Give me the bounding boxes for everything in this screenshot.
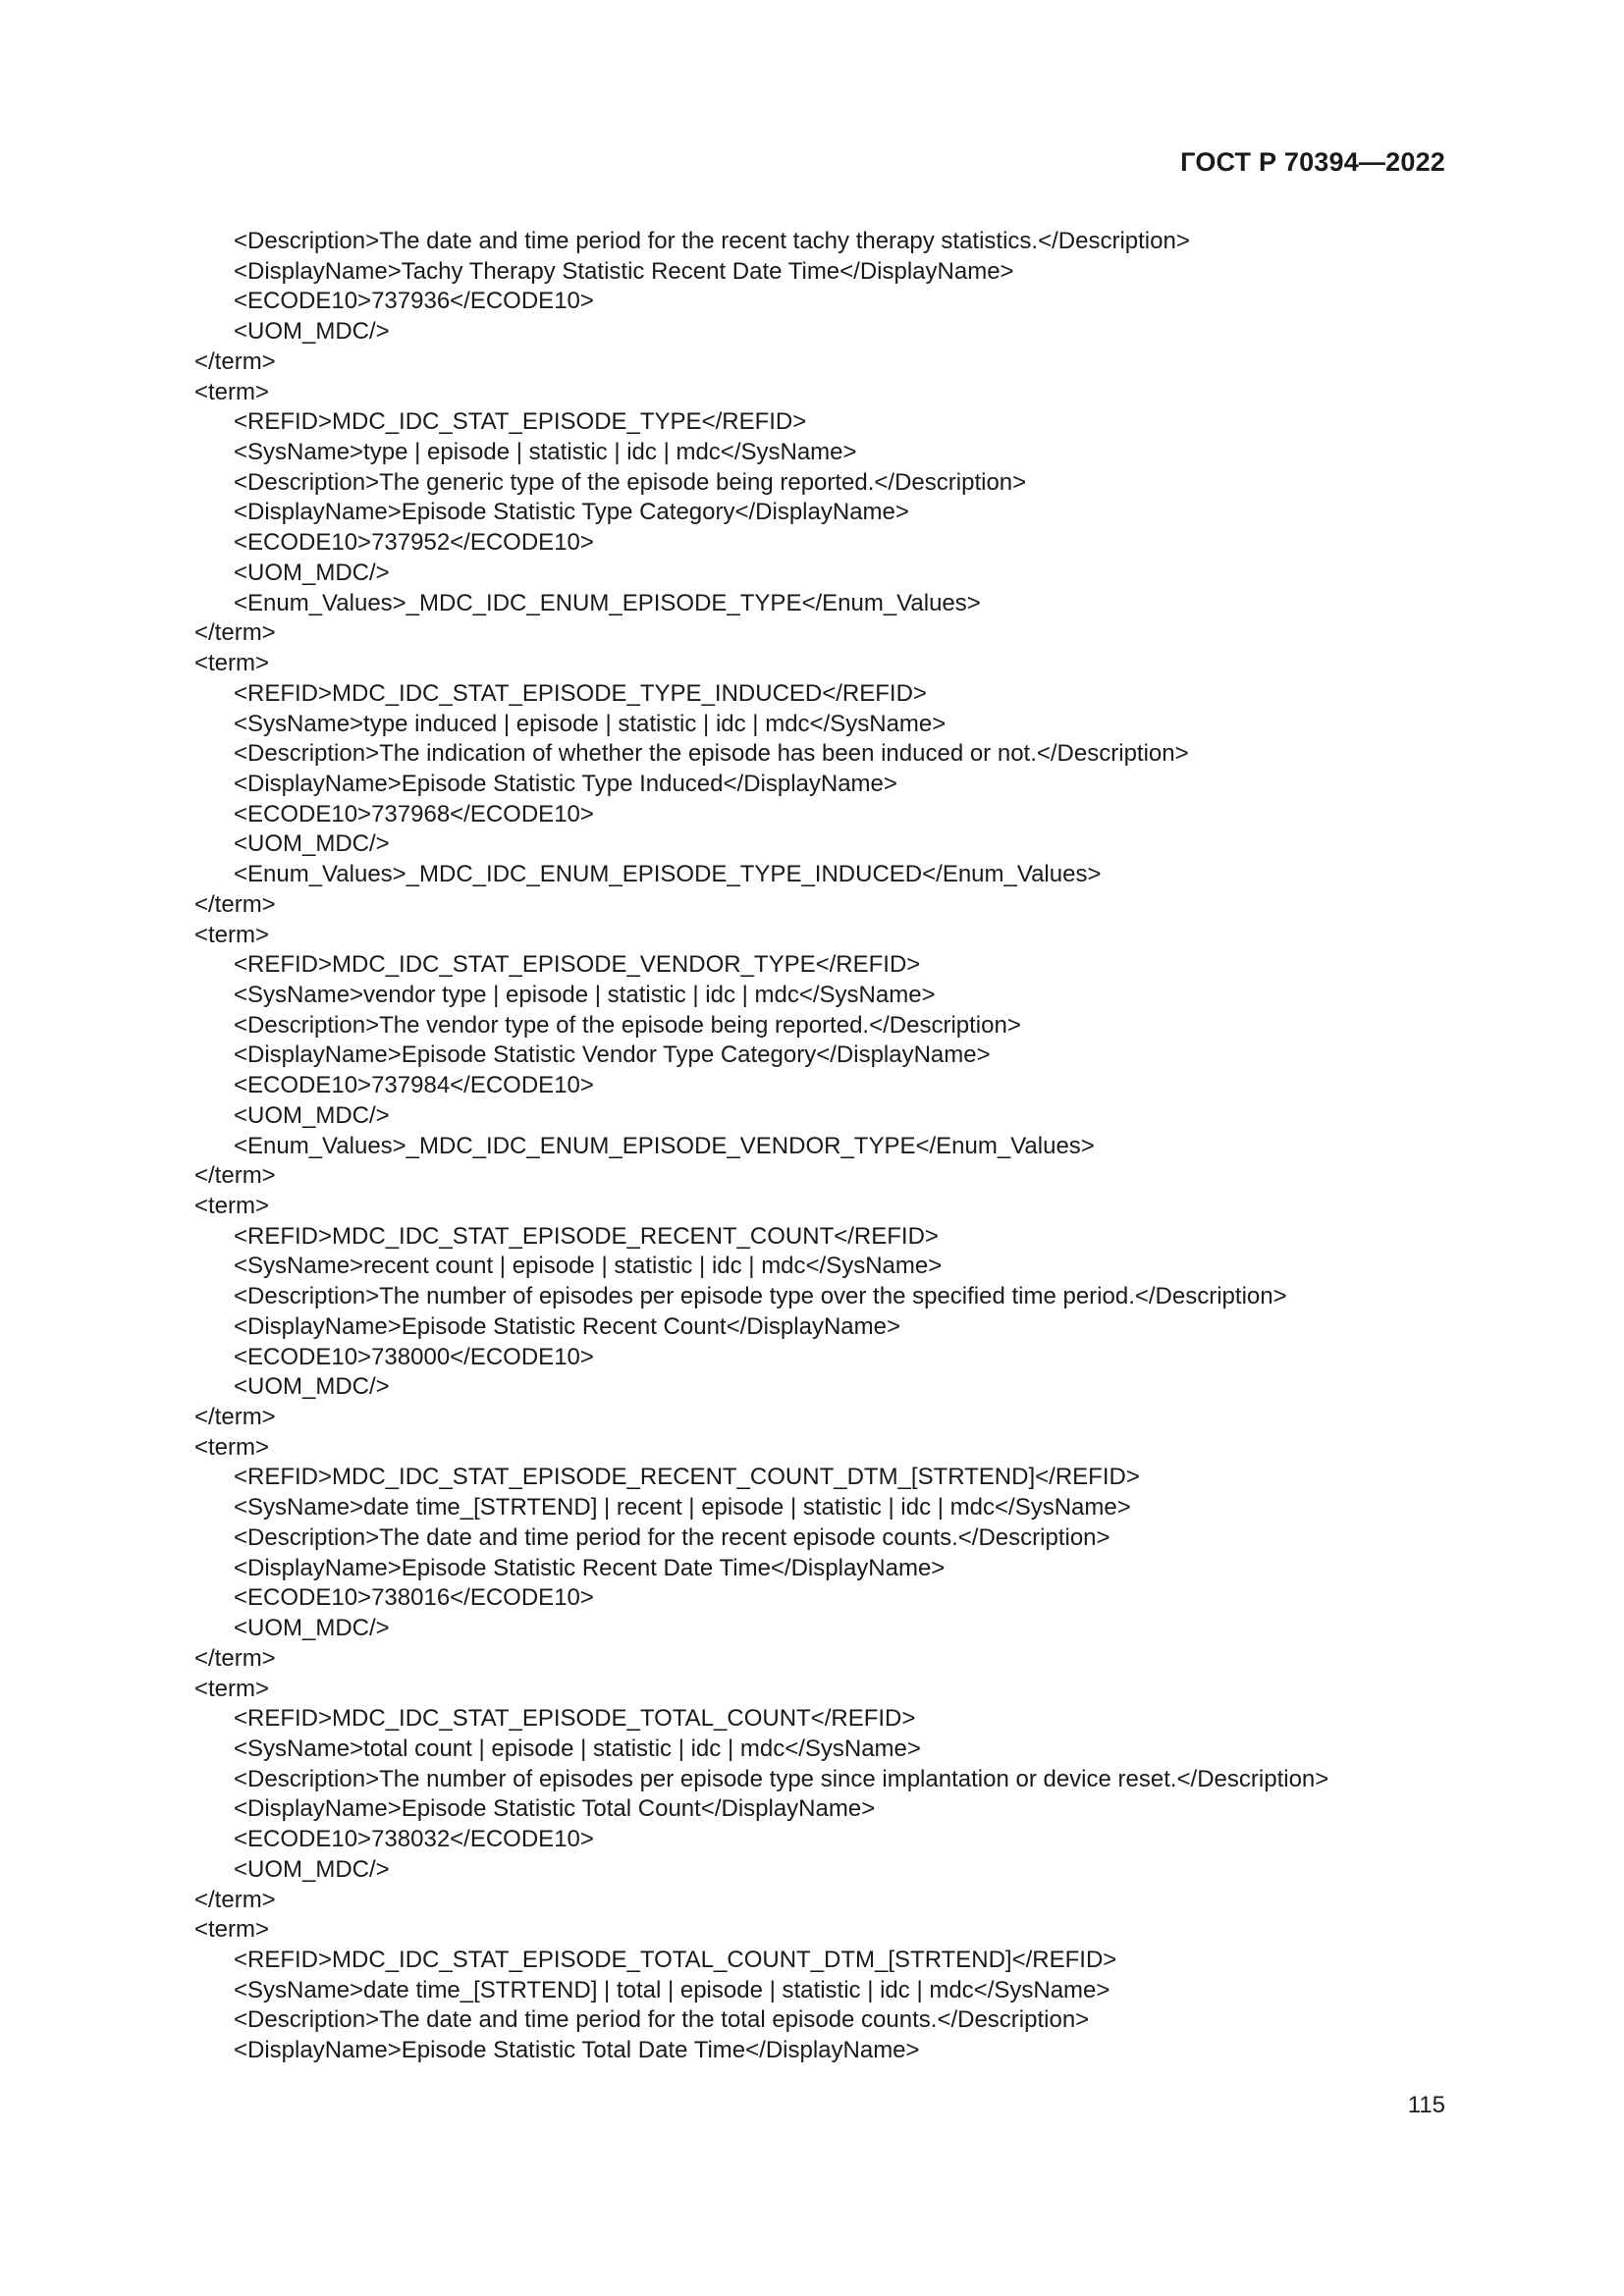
xml-line: <UOM_MDC/> [234,830,390,858]
xml-line: <ECODE10>737952</ECODE10> [234,529,594,557]
xml-line: <DisplayName>Episode Statistic Recent Count</DisplayName> [234,1312,900,1340]
xml-line: <DisplayName>Episode Statistic Total Date Time</DisplayName> [234,2037,920,2064]
xml-line: </term> [194,347,276,375]
xml-line: <term> [194,650,270,677]
xml-line: </term> [194,619,276,647]
xml-line: <DisplayName>Episode Statistic Vendor Type Category</DisplayName> [234,1041,991,1069]
xml-line: <term> [194,921,270,948]
xml-line: <Description>The date and time period for the recent episode counts.</Description> [234,1523,1110,1551]
xml-line: <term> [194,1675,270,1702]
xml-line: </term> [194,1162,276,1190]
xml-line: <UOM_MDC/> [234,1855,390,1883]
xml-line: <Enum_Values>_MDC_IDC_ENUM_EPISODE_VENDOR_TYPE</Enum_Values> [234,1132,1095,1159]
xml-line: <Description>The generic type of the episode being reported.</Description> [234,468,1027,496]
xml-line: </term> [194,1886,276,1913]
xml-line: <Description>The indication of whether the episode has been induced or not.</Description> [234,740,1189,768]
xml-line: <DisplayName>Episode Statistic Total Count</DisplayName> [234,1795,876,1823]
xml-line: <REFID>MDC_IDC_STAT_EPISODE_RECENT_COUNT_DTM_[STRTEND]</REFID> [234,1464,1140,1491]
xml-line: <term> [194,1433,270,1461]
xml-line: <term> [194,1916,270,1944]
xml-line: <DisplayName>Tachy Therapy Statistic Recent Date Time</DisplayName> [234,257,1014,285]
xml-line: <term> [194,378,270,405]
xml-line: <ECODE10>738032</ECODE10> [234,1826,594,1853]
xml-line: <ECODE10>737936</ECODE10> [234,288,594,315]
xml-line: <Description>The number of episodes per episode type over the specified time period.</Description> [234,1283,1287,1310]
xml-line: <ECODE10>738016</ECODE10> [234,1584,594,1612]
xml-line: <Enum_Values>_MDC_IDC_ENUM_EPISODE_TYPE_INDUCED</Enum_Values> [234,861,1102,888]
xml-line: <UOM_MDC/> [234,1615,390,1642]
xml-line: <UOM_MDC/> [234,1373,390,1401]
xml-line: <REFID>MDC_IDC_STAT_EPISODE_VENDOR_TYPE</REFID> [234,951,921,979]
xml-line: <REFID>MDC_IDC_STAT_EPISODE_RECENT_COUNT</REFID> [234,1222,939,1250]
xml-line: <DisplayName>Episode Statistic Type Induced</DisplayName> [234,770,897,797]
xml-line: </term> [194,890,276,918]
xml-line: <ECODE10>737968</ECODE10> [234,800,594,828]
xml-line: <Description>The date and time period for the recent tachy therapy statistics.</Description> [234,228,1190,254]
xml-line: <REFID>MDC_IDC_STAT_EPISODE_TYPE_INDUCED</REFID> [234,679,927,707]
page-number: 115 [1407,2092,1445,2118]
xml-listing [194,227,1471,2066]
xml-line: <SysName>total count | episode | statistic | idc | mdc</SysName> [234,1735,921,1762]
xml-line: </term> [194,1404,276,1431]
xml-line: <ECODE10>737984</ECODE10> [234,1072,594,1099]
xml-line: <REFID>MDC_IDC_STAT_EPISODE_TOTAL_COUNT_DTM_[STRTEND]</REFID> [234,1946,1117,1973]
xml-line: <DisplayName>Episode Statistic Type Category</DisplayName> [234,499,909,526]
xml-line: <SysName>vendor type | episode | statistic | idc | mdc</SysName> [234,981,936,1008]
xml-line: <term> [194,1193,270,1219]
xml-line: <SysName>date time_[STRTEND] | recent | episode | statistic | idc | mdc</SysName> [234,1494,1131,1522]
xml-line: <DisplayName>Episode Statistic Recent Date Time</DisplayName> [234,1554,946,1581]
xml-line: <SysName>date time_[STRTEND] | total | episode | statistic | idc | mdc</SysName> [234,1976,1110,2003]
xml-line: <ECODE10>738000</ECODE10> [234,1343,594,1370]
xml-line: </term> [194,1644,276,1672]
xml-line: <SysName>type induced | episode | statistic | idc | mdc</SysName> [234,710,947,737]
xml-line: <SysName>recent count | episode | statistic | idc | mdc</SysName> [234,1253,943,1280]
xml-line: <UOM_MDC/> [234,318,390,346]
document-header: ГОСТ Р 70394—2022 [1180,147,1445,177]
xml-line: <Description>The vendor type of the episode being reported.</Description> [234,1011,1021,1039]
xml-line: <Enum_Values>_MDC_IDC_ENUM_EPISODE_TYPE</Enum_Values> [234,589,981,616]
xml-line: <UOM_MDC/> [234,559,390,586]
xml-line: <Description>The date and time period for the total episode counts.</Description> [234,2006,1090,2034]
xml-line: <REFID>MDC_IDC_STAT_EPISODE_TOTAL_COUNT</REFID> [234,1705,916,1733]
xml-line: <Description>The number of episodes per episode type since implantation or device reset.</Description> [234,1765,1329,1792]
xml-line: <SysName>type | episode | statistic | idc | mdc</SysName> [234,439,857,466]
xml-line: <REFID>MDC_IDC_STAT_EPISODE_TYPE</REFID> [234,408,807,436]
xml-line: <UOM_MDC/> [234,1101,390,1129]
